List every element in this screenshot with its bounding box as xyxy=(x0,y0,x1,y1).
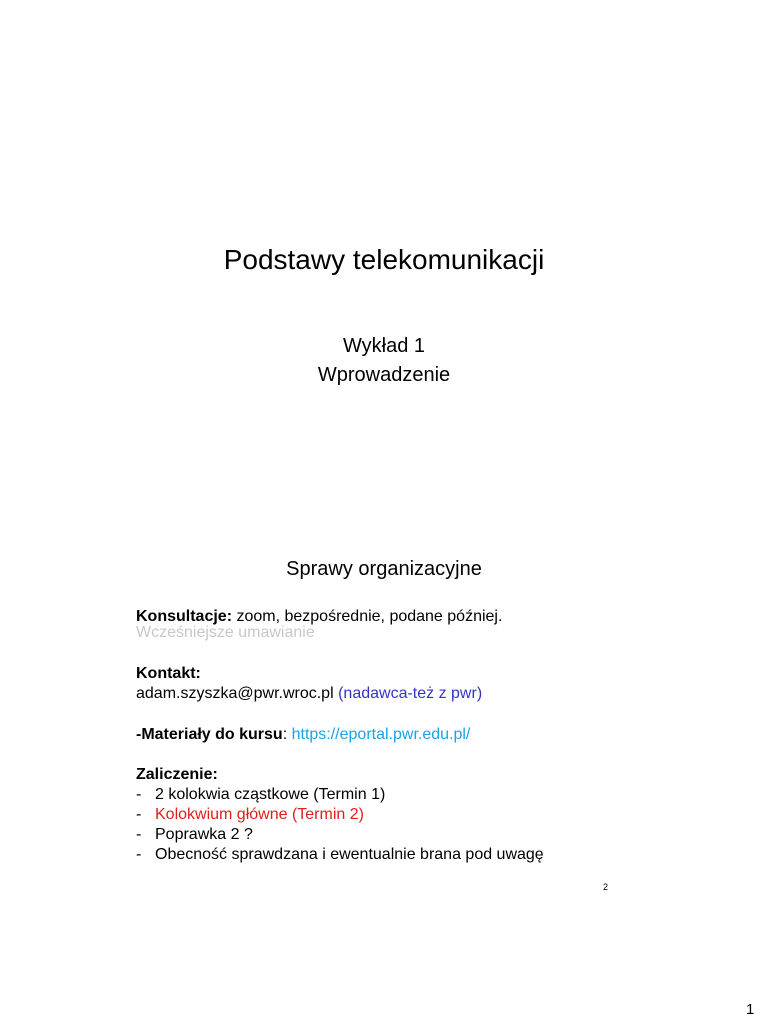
lecture-number: Wykład 1 xyxy=(342,335,426,357)
slide-1-subtitle xyxy=(0,332,768,390)
materials-colon: : xyxy=(282,726,292,743)
materials-label: -Materiały do kursu xyxy=(136,726,283,743)
grading-item-attendance: Obecność sprawdzana i ewentualnie brana pod uwagę xyxy=(155,846,544,863)
bullet-dash: - xyxy=(136,806,142,823)
contact-email[interactable]: adam.szyszka@pwr.wroc.pl xyxy=(136,685,334,702)
page-number: 1 xyxy=(746,1001,755,1018)
slide-2-body xyxy=(136,607,636,865)
materials-line xyxy=(136,725,636,745)
spacer xyxy=(136,643,636,664)
list-item xyxy=(136,785,636,805)
grading-item-retake: Poprawka 2 ? xyxy=(155,826,253,843)
grading-item-main-test: Kolokwium główne (Termin 2) xyxy=(155,806,364,823)
spacer xyxy=(136,704,636,725)
list-item xyxy=(136,845,636,865)
lecture-topic: Wprowadzenie xyxy=(317,364,451,386)
bullet-dash: - xyxy=(136,786,142,803)
consultation-text: zoom, bezpośrednie, podane później. xyxy=(232,608,503,625)
grading-label: Zaliczenie: xyxy=(136,766,218,783)
list-item xyxy=(136,825,636,845)
slide-1-title: Podstawy telekomunikacji xyxy=(223,244,545,275)
bullet-dash: - xyxy=(136,846,142,863)
contact-note: (nadawca-też z pwr) xyxy=(338,685,483,702)
materials-link[interactable]: https://eportal.pwr.edu.pl/ xyxy=(291,726,471,743)
slide-number: 2 xyxy=(603,882,609,892)
contact-label: Kontakt: xyxy=(136,665,201,682)
list-item xyxy=(136,805,636,825)
grading-item-partial-tests: 2 kolokwia cząstkowe (Termin 1) xyxy=(155,786,386,803)
spacer xyxy=(136,745,636,765)
consultation-note: Wcześniejsze umawianie xyxy=(136,624,315,641)
consultation-label: Konsultacje: xyxy=(136,608,233,625)
bullet-dash: - xyxy=(136,826,142,843)
slide-2-title: Sprawy organizacyjne xyxy=(286,558,482,580)
contact-line xyxy=(136,684,636,704)
